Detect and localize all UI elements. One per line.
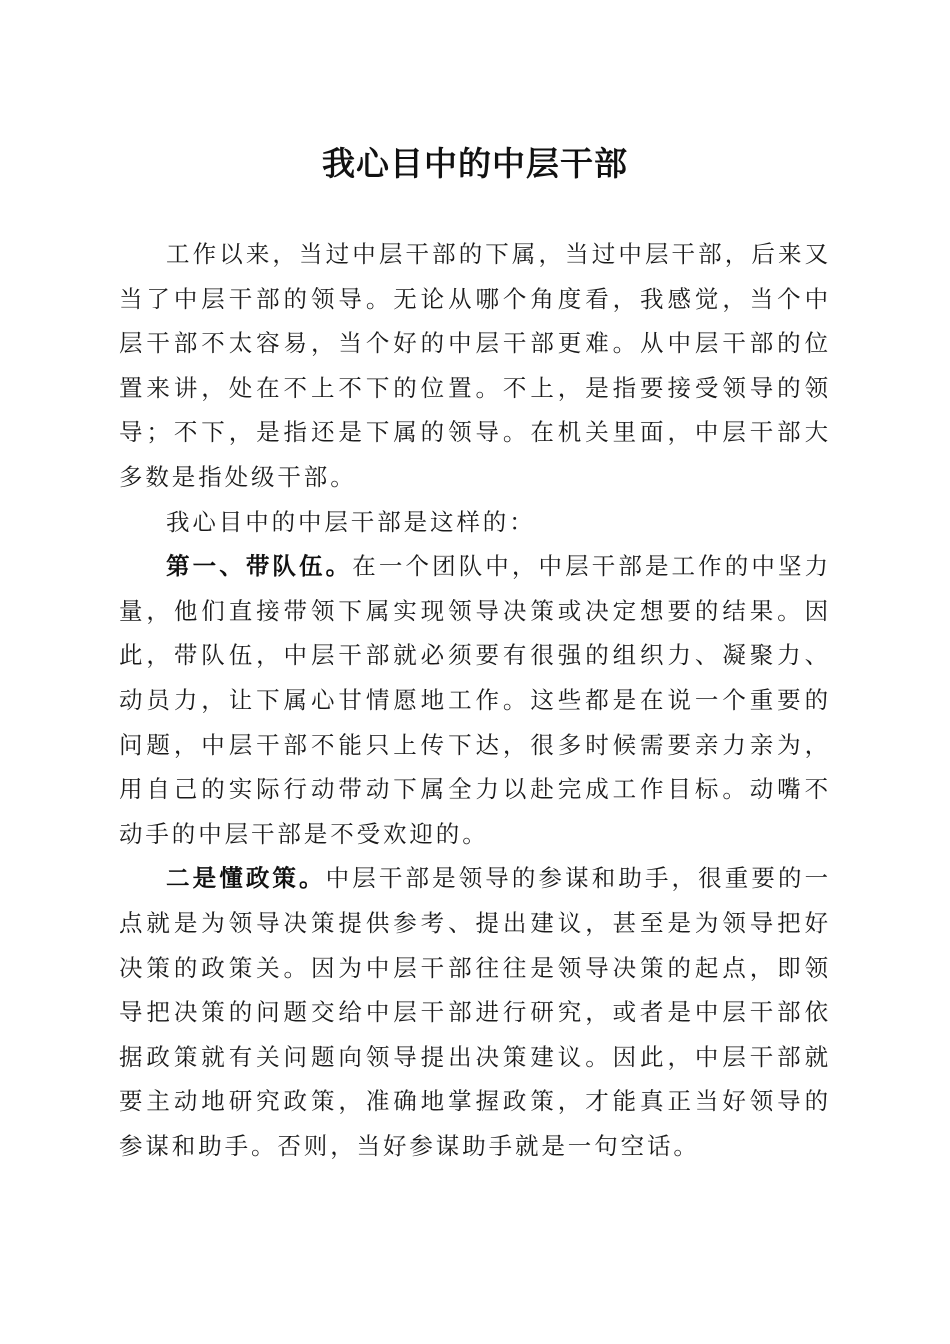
paragraph-text: 在一个团队中，中层干部是工作的中坚力量，他们直接带领下属实现领导决策或决定想要的结果。因此，带队伍，中层干部就必须要有很强的组织力、凝聚力、动员力，让下属心甘情愿地工作。这些都是在说一个重要的问题，中层干部不能只上传下达，很多时候需要亲力亲为，用自己的实际行动带动下属全力以赴完成工作目标。动嘴不动手的中层干部是不受欢迎的。 — [119, 552, 831, 848]
document-title: 我心目中的中层干部 — [322, 144, 628, 183]
paragraph-text: 工作以来，当过中层干部的下属，当过中层干部，后来又当了中层干部的领导。无论从哪个角度看，我感觉，当个中层干部不太容易，当个好的中层干部更难。从中层干部的位置来讲，处在不上不下的位置。不上，是指要接受领导的领导；不下，是指还是下属的领导。在机关里面，中层干部大多数是指处级干部。 — [119, 240, 831, 491]
document-body — [119, 232, 831, 1168]
paragraph-lead: 二是懂政策。 — [166, 864, 326, 893]
paragraph-text: 中层干部是领导的参谋和助手，很重要的一点就是为领导决策提供参考、提出建议，甚至是为领导把好决策的政策关。因为中层干部往往是领导决策的起点，即领导把决策的问题交给中层干部进行研究，或者是中层干部依据政策就有关问题向领导提出决策建议。因此，中层干部就要主动地研究政策，准确地掌握政策，才能真正当好领导的参谋和助手。否则，当好参谋助手就是一句空话。 — [119, 864, 831, 1160]
paragraph-lead: 第一、带队伍。 — [166, 552, 353, 581]
paragraph-transition — [119, 500, 831, 545]
paragraph-text: 我心目中的中层干部是这样的： — [166, 507, 536, 536]
paragraph-intro — [119, 232, 831, 500]
paragraph-point-one — [119, 544, 831, 856]
paragraph-point-two — [119, 856, 831, 1168]
